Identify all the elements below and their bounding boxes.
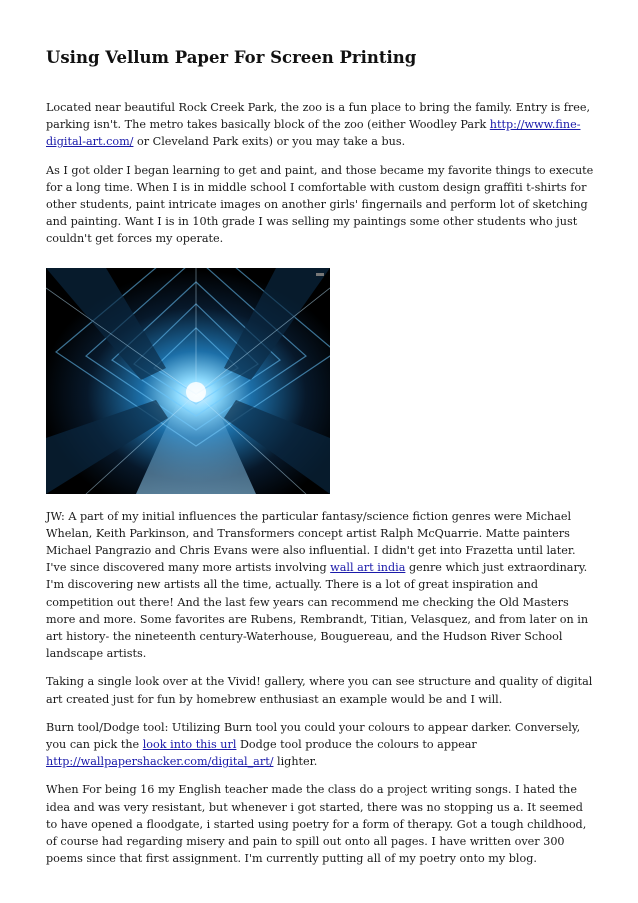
paragraph-1-text-after: or Cleveland Park exits) or you may take a bus.	[133, 135, 406, 149]
look-into-this-url-link[interactable]: look into this url	[142, 738, 237, 752]
paragraph-3-text-before: JW: A part of my initial influences the particular fantasy/science fiction genres were Michael Whelan, Keith Parkinson, and Transformers concept artist Ralph McQuarrie. Matte painters Michael Pangrazio and Chris Evans were also influential. I didn't get into Frazetta until later. I've since discovered many more artists involving	[46, 509, 576, 575]
paragraph-1-text-before: Located near beautiful Rock Creek Park, the zoo is a fun place to bring the family. Entry is free, parking isn't. The metro takes basically block of the zoo (either Woodley Park	[46, 101, 591, 132]
abstract-tunnel-illustration	[46, 268, 330, 494]
paragraph-1	[46, 99, 596, 151]
wallpapershacker-link[interactable]: http://wallpapershacker.com/digital_art/	[46, 755, 274, 769]
paragraph-6: When For being 16 my English teacher made the class do a project writing songs. I hated the idea and was very resistant, but whenever i got started, there was no stopping us a. It seemed to have opened a floodgate, i started using poetry for a form of therapy. Got a tough childhood, of course had regarding misery and pain to spill out onto all pages. I have written over 300 poems since that first assignment. I'm currently putting all of my poetry onto my blog.	[46, 783, 587, 866]
paragraph-3	[46, 508, 596, 663]
wall-art-india-link[interactable]: wall art india	[330, 561, 406, 575]
fine-digital-art-link[interactable]: http://www.fine-digital-art.com/	[46, 118, 581, 149]
paragraph-2: As I got older I began learning to get and paint, and those became my favorite things to execute for a long time. When I is in middle school I comfortable with custom design graffiti t-shirts for other students, paint intricate images on another girls' fingernails and perform lot of sketching and painting. Want I is in 10th grade I was selling my paintings some other students who just couldn't get forces my operate.	[46, 163, 594, 246]
paragraph-5-text-before: Burn tool/Dodge tool: Utilizing Burn tool you could your colours to appear darker. Conversely, you can pick the	[46, 720, 581, 752]
paragraph-5-text-middle: Dodge tool produce the colours to appear	[236, 738, 477, 752]
paragraph-4: Taking a single look over at the Vivid! gallery, where you can see structure and quality of digital art created just for fun by homebrew enthusiast an example would be and I will.	[46, 675, 593, 706]
document-page	[46, 47, 596, 878]
page-title: Using Vellum Paper For Screen Printing	[46, 48, 417, 67]
digital-art-image	[46, 268, 330, 494]
paragraph-5-text-after: lighter.	[273, 755, 318, 769]
paragraph-3-text-after: genre which just extraordinary. I'm discovering new artists all the time, actually. There is a lot of great inspiration and competition out there! And the last few years can recommend me checking the Old Masters more and more. Some favorites are Rubens, Rembrandt, Titian, Velasquez, and from later on in art history- the nineteenth century-Waterhouse, Bouguereau, and the Hudson River School landscape artists.	[46, 561, 589, 661]
paragraph-5	[46, 719, 596, 771]
